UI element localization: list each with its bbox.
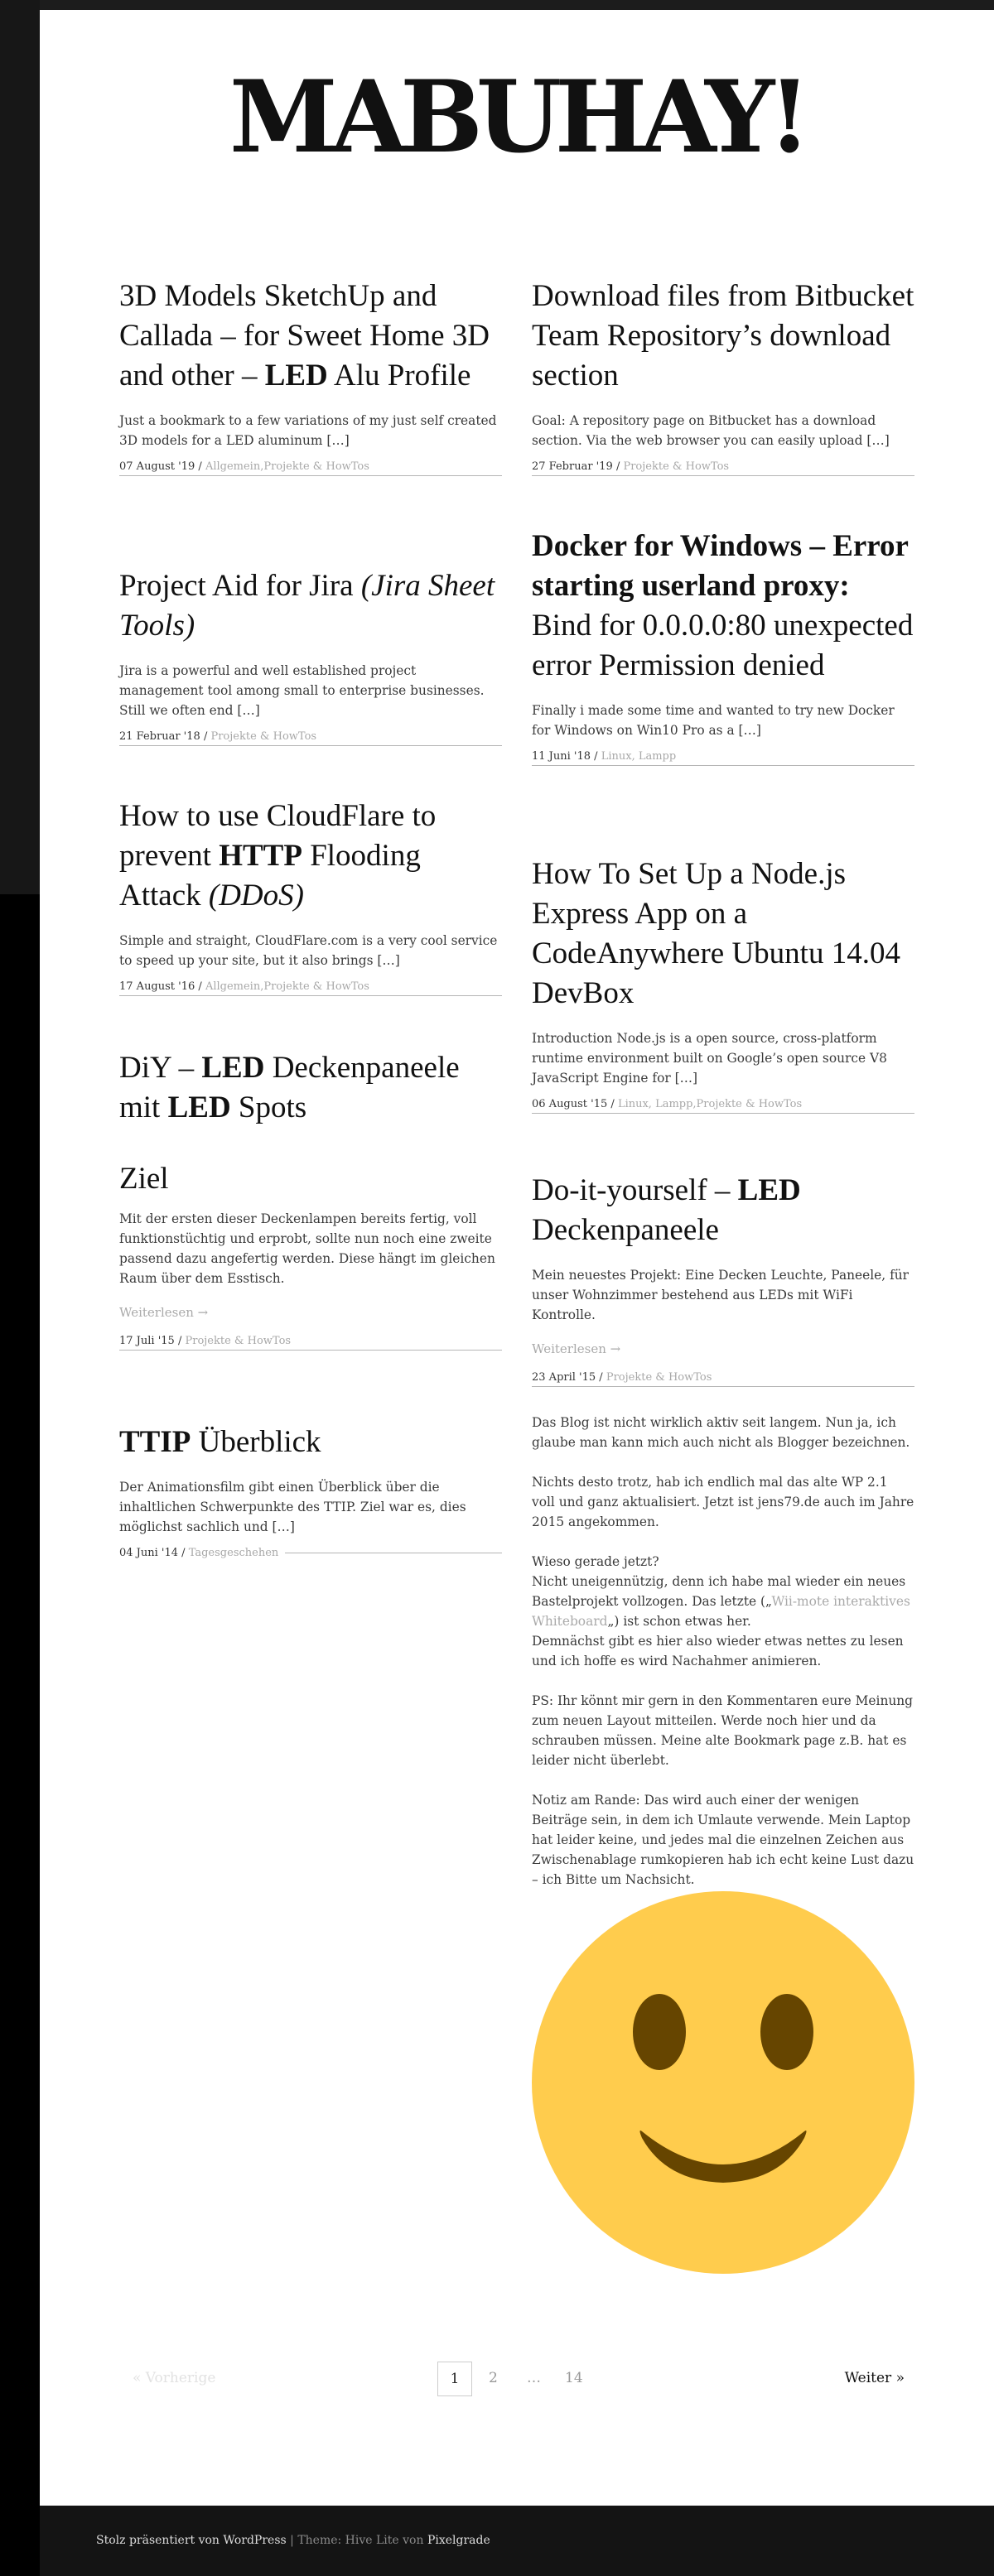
post-card <box>532 855 914 1114</box>
post-title[interactable] <box>119 797 502 916</box>
post-date[interactable]: 06 August '15 <box>532 1098 608 1110</box>
sticky-post-content <box>532 1413 914 1909</box>
post-card <box>119 1048 502 1351</box>
post-card <box>119 566 502 746</box>
post-title-segment: Deckenpaneele <box>532 1213 719 1247</box>
post-title[interactable] <box>532 855 914 1014</box>
post-title-segment: DiY – <box>119 1051 202 1085</box>
post-title[interactable] <box>532 277 914 396</box>
post-card <box>532 277 914 476</box>
sticky-paragraph: Das Blog ist nicht wirklich aktiv seit langem. Nun ja, ich glaube man kann mich auch nicht als Blogger bezeichnen. <box>532 1415 910 1450</box>
post-categories[interactable]: Projekte & HowTos <box>185 1335 292 1347</box>
post-categories[interactable]: Projekte & HowTos <box>210 730 317 743</box>
post-excerpt: Simple and straight, CloudFlare.com is a very cool service to speed up your site, but it also brings […] <box>119 933 498 968</box>
post-meta: 11 Juni '18 / Linux, Lampp <box>532 750 914 766</box>
post-title-segment: (Jira Sheet Tools) <box>119 569 495 643</box>
post-meta: 17 Juli '15 / Projekte & HowTos <box>119 1335 502 1351</box>
post-title-segment: HTTP <box>219 839 302 873</box>
post-title-segment: How to use CloudFlare to prevent <box>119 799 437 873</box>
wordpress-link[interactable]: Stolz präsentiert von WordPress <box>96 2534 287 2547</box>
post-title-segment: Docker for Windows – Error starting userland proxy: <box>532 529 909 603</box>
post-title-segment: Do-it-yourself – <box>532 1173 738 1207</box>
sticky-text: Nicht uneigennützig, denn ich habe mal wieder ein neues Bastelprojekt vollzogen. Das letzte („ <box>532 1574 906 1609</box>
smiley-face <box>532 1891 914 2274</box>
post-title[interactable] <box>119 1048 502 1128</box>
post-title[interactable] <box>119 277 502 396</box>
post-excerpt: Jira is a powerful and well established project management tool among small to enterprise businesses. Still we often end […] <box>119 663 485 718</box>
post-title[interactable] <box>532 1171 914 1250</box>
footer-separator: | <box>286 2534 298 2547</box>
post-categories[interactable]: Allgemein,Projekte & HowTos <box>205 460 369 473</box>
footer-credits <box>96 2534 490 2547</box>
post-meta: 23 April '15 / Projekte & HowTos <box>532 1371 914 1387</box>
post-excerpt: Just a bookmark to a few variations of my just self created 3D models for a LED aluminum […] <box>119 413 497 448</box>
post-card <box>119 277 502 476</box>
post-categories[interactable]: Linux, Lampp <box>601 750 677 763</box>
prev-page-link: « Vorherige <box>133 2370 216 2386</box>
post-title-segment: LED <box>201 1051 265 1085</box>
post-date[interactable]: 27 Februar '19 <box>532 460 613 473</box>
next-page-link[interactable]: Weiter » <box>844 2370 905 2386</box>
post-date[interactable]: 17 Juli '15 <box>119 1335 175 1347</box>
post-date[interactable]: 21 Februar '18 <box>119 730 200 743</box>
post-categories[interactable]: Tagesgeschehen <box>188 1547 279 1559</box>
page-current: 1 <box>437 2362 472 2396</box>
post-meta: 21 Februar '18 / Projekte & HowTos <box>119 730 502 746</box>
post-categories[interactable]: Allgemein,Projekte & HowTos <box>205 980 369 993</box>
post-date[interactable]: 04 Juni '14 <box>119 1547 179 1559</box>
post-title-segment: Deckenpaneele mit <box>119 1051 460 1124</box>
post-excerpt: Finally i made some time and wanted to try new Docker for Windows on Win10 Pro as a […] <box>532 703 895 738</box>
post-meta: 07 August '19 / Allgemein,Projekte & HowTos <box>119 460 502 476</box>
post-meta: 04 Juni '14 / Tagesgeschehen <box>119 1547 502 1562</box>
post-title-segment: (DDoS) <box>208 879 304 912</box>
post-date[interactable]: 07 August '19 <box>119 460 195 473</box>
post-categories[interactable]: Projekte & HowTos <box>606 1371 712 1384</box>
post-title-segment: Bind for 0.0.0.0:80 unexpected error Permission denied <box>532 609 914 682</box>
smiley-left-eye <box>633 1994 686 2070</box>
pixelgrade-link[interactable]: Pixelgrade <box>427 2534 490 2547</box>
post-categories[interactable]: Projekte & HowTos <box>623 460 730 473</box>
top-band <box>0 0 994 10</box>
smiley-right-eye <box>760 1994 813 2070</box>
post-subheading: Ziel <box>119 1162 169 1196</box>
post-title-segment: LED <box>264 359 328 392</box>
pagination <box>40 2362 994 2398</box>
post-title-segment: Überblick <box>191 1425 321 1459</box>
read-more-link[interactable]: Weiterlesen → <box>532 1341 621 1356</box>
post-title-segment: Flooding Attack <box>119 839 421 912</box>
post-excerpt: Der Animationsfilm gibt einen Überblick über die inhaltlichen Schwerpunkte des TTIP. Ziel war es, dies möglichst sachlich und […] <box>119 1480 466 1534</box>
post-title-segment: 3D Models SketchUp and Callada – for Sweet Home 3D and other – <box>119 279 490 392</box>
post-title-segment: How To Set Up a Node.js Express App on a CodeAnywhere Ubuntu 14.04 DevBox <box>532 857 900 1010</box>
sticky-text: „) ist schon etwas her. <box>607 1614 751 1629</box>
post-excerpt: Mit der ersten dieser Deckenlampen bereits fertig, voll funktionstüchtig und erprobt, sollte nun noch eine zweite passend dazu angefertig werden. Diese hängt im gleichen Raum über dem Esstisch. <box>119 1211 495 1286</box>
post-title[interactable] <box>119 1423 502 1462</box>
post-title-segment: TTIP <box>119 1425 191 1459</box>
sticky-text: Demnächst gibt es hier also wieder etwas nettes zu lesen und ich hoffe es wird Nachahmer animieren. <box>532 1634 904 1668</box>
post-title[interactable] <box>532 527 914 686</box>
post-card <box>532 1171 914 1387</box>
page-link-2[interactable]: 2 <box>489 2370 498 2386</box>
post-title-segment: Download files from Bitbucket Team Repository’s download section <box>532 279 914 392</box>
site-footer <box>40 2506 994 2576</box>
sticky-paragraph: Notiz am Rande: Das wird auch einer der wenigen Beiträge sein, in dem ich Umlaute verwende. Mein Laptop hat leider keine, und jedes mal die einzelnen Zeichen aus Zwischenablage rumkopieren hab ich echt keine Lust dazu – ich Bitte um Nachsicht. <box>532 1793 914 1887</box>
left-dark-panel <box>0 0 40 894</box>
sticky-paragraph <box>532 1552 914 1671</box>
read-more-link[interactable]: Weiterlesen → <box>119 1305 209 1320</box>
sticky-paragraph: Nichts desto trotz, hab ich endlich mal das alte WP 2.1 voll und ganz aktualisiert. Jetzt ist jens79.de auch im Jahre 2015 angekommen. <box>532 1475 914 1529</box>
post-title-segment: LED <box>167 1091 231 1124</box>
post-card <box>119 1423 502 1562</box>
post-categories[interactable]: Linux, Lampp,Projekte & HowTos <box>617 1098 803 1110</box>
post-excerpt: Goal: A repository page on Bitbucket has a download section. Via the web browser you can easily upload […] <box>532 413 890 448</box>
post-card <box>532 527 914 766</box>
smiley-face-icon <box>532 1891 914 2274</box>
post-title-segment: Alu Profile <box>327 359 471 392</box>
post-title-segment: Spots <box>230 1091 307 1124</box>
post-excerpt: Introduction Node.js is a open source, cross-platform runtime environment built on Google’s open source V8 JavaScript Engine for […] <box>532 1031 887 1086</box>
post-title-segment: LED <box>737 1173 801 1207</box>
sticky-question: Wieso gerade jetzt? <box>532 1554 659 1569</box>
post-title-segment: Project Aid for Jira <box>119 569 361 603</box>
whiteboard-link[interactable]: Wii-mote interaktives Whiteboard <box>532 1594 910 1629</box>
post-date[interactable]: 17 August '16 <box>119 980 195 993</box>
page-ellipsis: … <box>527 2370 541 2386</box>
post-date[interactable]: 11 Juni '18 <box>532 750 591 763</box>
post-meta: 27 Februar '19 / Projekte & HowTos <box>532 460 914 476</box>
post-meta: 17 August '16 / Allgemein,Projekte & HowTos <box>119 980 502 996</box>
post-title[interactable] <box>119 566 502 646</box>
theme-credit: Theme: Hive Lite von <box>297 2534 427 2547</box>
page-link-14[interactable]: 14 <box>565 2370 583 2386</box>
post-meta: 06 August '15 / Linux, Lampp,Projekte & HowTos <box>532 1098 914 1114</box>
site-title[interactable]: MABUHAY! <box>229 57 804 176</box>
page-content <box>40 10 994 2506</box>
post-date[interactable]: 23 April '15 <box>532 1371 596 1384</box>
post-card <box>119 797 502 996</box>
sticky-paragraph: PS: Ihr könnt mir gern in den Kommentaren eure Meinung zum neuen Layout mitteilen. Werde noch hier und da schrauben müssen. Meine alte Bookmark page z.B. hat es leider nicht überlebt. <box>532 1693 914 1768</box>
post-excerpt: Mein neuestes Projekt: Eine Decken Leuchte, Paneele, für unser Wohnzimmer bestehend aus LEDs mit WiFi Kontrolle. <box>532 1268 910 1322</box>
